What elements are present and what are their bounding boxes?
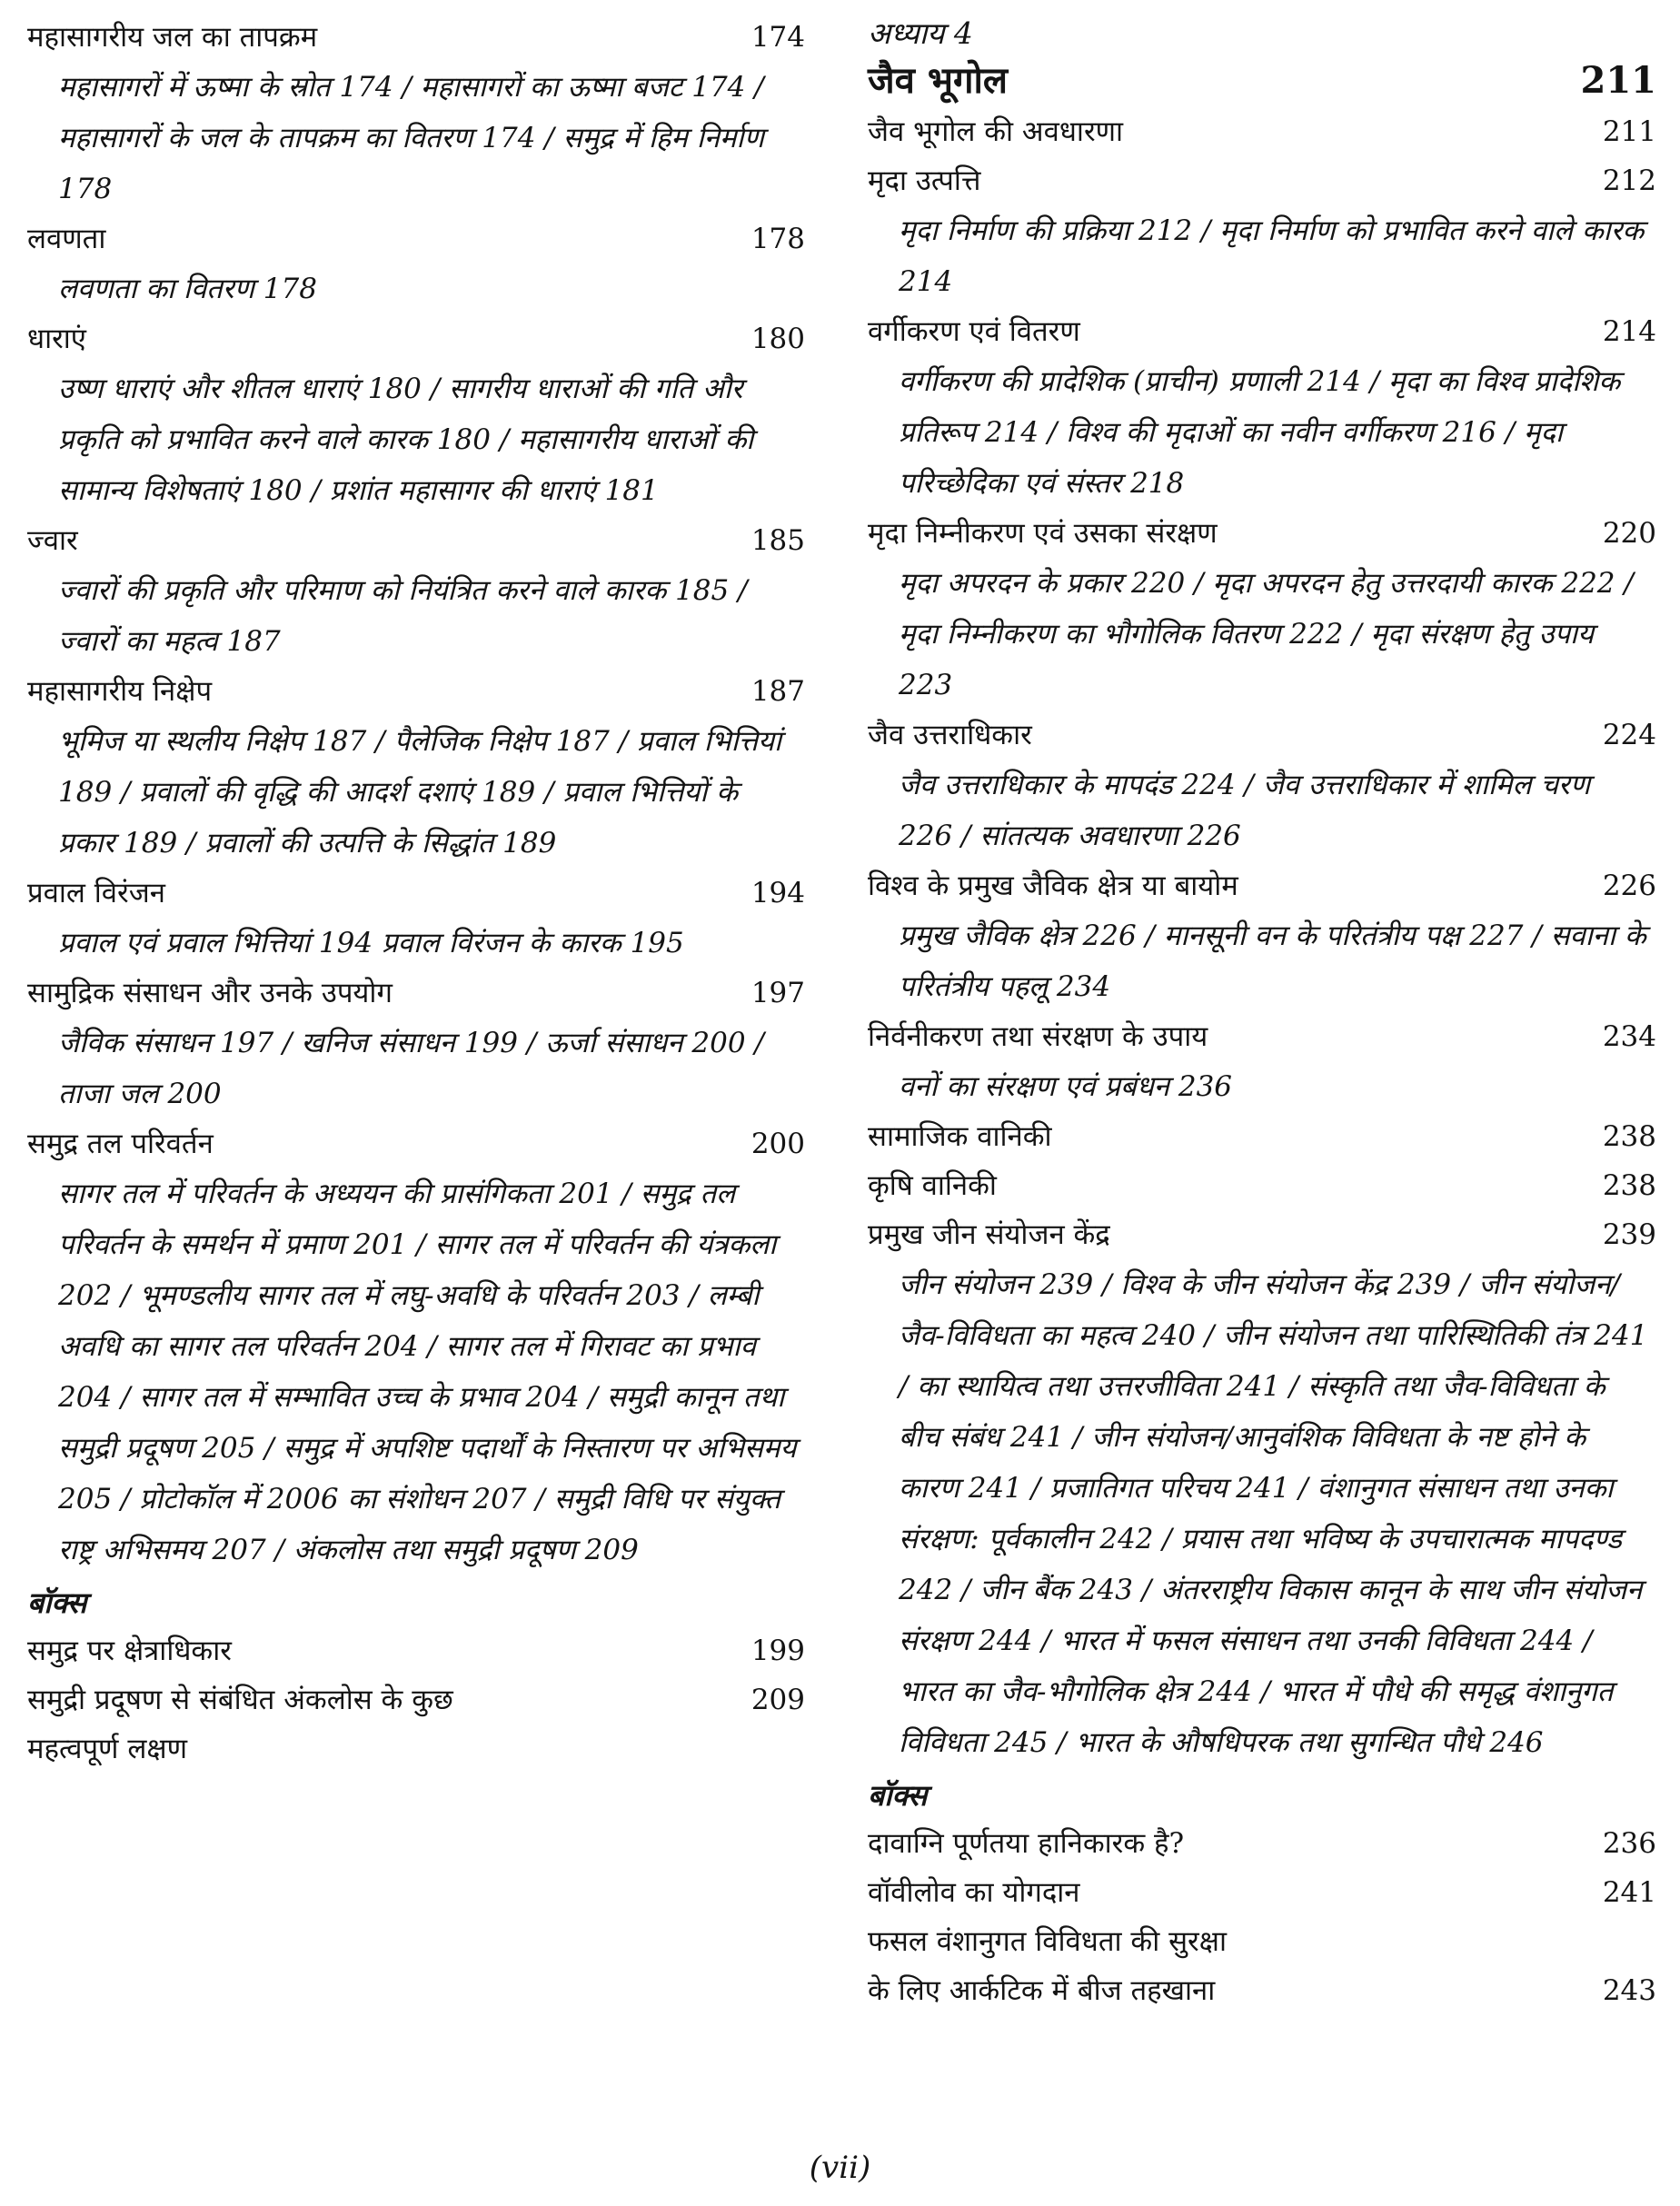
entry-title: मृदा उत्पत्ति xyxy=(868,164,981,197)
box-entry xyxy=(27,1626,805,1675)
box-title: महत्वपूर्ण लक्षण xyxy=(27,1733,187,1765)
toc-entry xyxy=(27,969,805,1119)
toc-entry xyxy=(868,1012,1656,1112)
entry-subtopics: सागर तल में परिवर्तन के अध्ययन की प्रासंगिकता 201 / समुद्र तल परिवर्तन के समर्थन में प्रमाण 201 / सागर तल में परिवर्तन की यंत्रकला 202 / भूमण्डलीय सागर तल में लघु-अवधि के परिवर्तन 203 / लम्बी अवधि का सागर तल परिवर्तन 204 / सागर तल में गिरावट का प्रभाव 204 / सागर तल में सम्भावित उच्च के प्रभाव 204 / समुद्री कानून तथा समुद्री प्रदूषण 205 / समुद्र में अपशिष्ट पदार्थों के निस्तारण पर अभिसमय 205 / प्रोटोकॉल में 2006 का संशोधन 207 / समुद्री विधि पर संयुक्त राष्ट्र अभिसमय 207 / अंकलोस तथा समुद्री प्रदूषण 209 xyxy=(58,1178,797,1566)
right-column xyxy=(868,13,1656,2015)
toc-entry xyxy=(27,214,805,314)
entry-subtopics: लवणता का वितरण 178 xyxy=(58,273,317,305)
entry-subtopics: जैविक संसाधन 197 / खनिज संसाधन 199 / ऊर्जा संसाधन 200 / ताजा जल 200 xyxy=(58,1027,764,1110)
entry-subtopics: प्रमुख जैविक क्षेत्र 226 / मानसूनी वन के परितंत्रीय पक्ष 227 / सवाना के परितंत्रीय पहलू 234 xyxy=(899,919,1646,1003)
entry-title: समुद्र तल परिवर्तन xyxy=(27,1128,214,1160)
entry-title: प्रमुख जीन संयोजन केंद्र xyxy=(868,1218,1110,1251)
entry-page: 234 xyxy=(1602,1020,1656,1053)
chapter-label: अध्याय 4 xyxy=(868,15,973,51)
entry-title: लवणता xyxy=(27,223,106,255)
entry-subtopics: वनों का संरक्षण एवं प्रबंधन 236 xyxy=(899,1070,1233,1103)
box-page: 209 xyxy=(751,1684,805,1716)
entry-subtopics: मृदा निर्माण की प्रक्रिया 212 / मृदा निर्माण को प्रभावित करने वाले कारक 214 xyxy=(899,214,1645,298)
toc-entry xyxy=(27,13,805,214)
entry-title: मृदा निम्नीकरण एवं उसका संरक्षण xyxy=(868,517,1218,550)
box-section-heading: बॉक्स xyxy=(27,1585,87,1620)
box-title: के लिए आर्कटिक में बीज तहखाना xyxy=(868,1974,1216,2007)
toc-entry xyxy=(868,307,1656,509)
box-entry xyxy=(868,1917,1656,1966)
box-title: फसल वंशानुगत विविधता की सुरक्षा xyxy=(868,1925,1227,1958)
box-entry xyxy=(27,1724,805,1774)
box-section-heading: बॉक्स xyxy=(868,1778,928,1813)
box-title: वॉवीलोव का योगदान xyxy=(868,1876,1080,1909)
entry-subtopics: मृदा अपरदन के प्रकार 220 / मृदा अपरदन हेतु उत्तरदायी कारक 222 / मृदा निम्नीकरण का भौगोलिक वितरण 222 / मृदा संरक्षण हेतु उपाय 223 xyxy=(899,567,1634,701)
toc-entry xyxy=(868,509,1656,710)
entry-title: जैव उत्तराधिकार xyxy=(868,719,1032,751)
entry-subtopics: वर्गीकरण की प्रादेशिक (प्राचीन) प्रणाली 214 / मृदा का विश्व प्रादेशिक प्रतिरूप 214 / विश्व की मृदाओं का नवीन वर्गीकरण 216 / मृदा परिच्छेदिका एवं संस्तर 218 xyxy=(899,365,1621,500)
entry-subtopics: ज्वारों की प्रकृति और परिमाण को नियंत्रित करने वाले कारक 185 / ज्वारों का महत्व 187 xyxy=(58,574,748,658)
entry-page: 220 xyxy=(1602,517,1656,550)
entry-title: सामाजिक वानिकी xyxy=(868,1120,1052,1153)
entry-page: 178 xyxy=(751,223,805,255)
entry-subtopics: उष्ण धाराएं और शीतल धाराएं 180 / सागरीय धाराओं की गति और प्रकृति को प्रभावित करने वाले कारक 180 / महासागरीय धाराओं की सामान्य विशेषताएं 180 / प्रशांत महासागर की धाराएं 181 xyxy=(58,373,754,507)
box-page: 243 xyxy=(1602,1974,1656,2007)
entry-page: 238 xyxy=(1602,1120,1656,1153)
entry-page: 224 xyxy=(1602,719,1656,751)
entry-subtopics: जैव उत्तराधिकार के मापदंड 224 / जैव उत्तराधिकार में शामिल चरण 226 / सांतत्यक अवधारणा 226 xyxy=(899,769,1591,852)
entry-title: महासागरीय निक्षेप xyxy=(27,675,213,708)
box-entry xyxy=(868,1868,1656,1917)
box-title: समुद्र पर क्षेत्राधिकार xyxy=(27,1635,232,1667)
entry-title: महासागरीय जल का तापक्रम xyxy=(27,21,318,54)
page-number: (vii) xyxy=(809,2150,871,2186)
entry-page: 239 xyxy=(1602,1218,1656,1251)
entry-page: 212 xyxy=(1602,164,1656,197)
entry-title: जैव भूगोल की अवधारणा xyxy=(868,115,1124,148)
chapter-page: 211 xyxy=(1580,59,1656,102)
toc-entry xyxy=(27,1119,805,1575)
toc-entry xyxy=(27,314,805,516)
entry-page: 197 xyxy=(751,977,805,1009)
toc-entry xyxy=(27,516,805,667)
entry-subtopics: प्रवाल एवं प्रवाल भित्तियां 194 प्रवाल विरंजन के कारक 195 xyxy=(58,927,684,959)
entry-title: कृषि वानिकी xyxy=(868,1169,997,1202)
toc-entry xyxy=(868,1161,1656,1210)
toc-entry xyxy=(868,1210,1656,1768)
entry-page: 238 xyxy=(1602,1169,1656,1202)
entry-subtopics: भूमिज या स्थलीय निक्षेप 187 / पैलेजिक निक्षेप 187 / प्रवाल भित्तियां 189 / प्रवालों की वृद्धि की आदर्श दशाएं 189 / प्रवाल भित्तियों के प्रकार 189 / प्रवालों की उत्पत्ति के सिद्धांत 189 xyxy=(58,725,782,860)
entry-title: प्रवाल विरंजन xyxy=(27,877,165,909)
toc-entry xyxy=(868,107,1656,156)
box-entry xyxy=(27,1675,805,1724)
toc-entry xyxy=(27,869,805,969)
entry-title: निर्वनीकरण तथा संरक्षण के उपाय xyxy=(868,1020,1208,1053)
entry-page: 174 xyxy=(751,21,805,54)
entry-page: 200 xyxy=(751,1128,805,1160)
entry-title: धाराएं xyxy=(27,323,86,355)
box-page: 199 xyxy=(751,1635,805,1667)
entry-page: 185 xyxy=(751,524,805,557)
box-title: समुद्री प्रदूषण से संबंधित अंकलोस के कुछ xyxy=(27,1684,453,1716)
entry-page: 187 xyxy=(751,675,805,708)
box-page: 236 xyxy=(1602,1827,1656,1860)
entry-page: 226 xyxy=(1602,869,1656,902)
entry-title: ज्वार xyxy=(27,524,78,557)
entry-page: 194 xyxy=(751,877,805,909)
entry-subtopics: जीन संयोजन 239 / विश्व के जीन संयोजन केंद्र 239 / जीन संयोजन/जैव-विविधता का महत्व 240 / जीन संयोजन तथा पारिस्थितिकी तंत्र 241 / का स्थायित्व तथा उत्तरजीविता 241 / संस्कृति तथा जैव-विविधता के बीच संबंध 241 / जीन संयोजन/आनुवंशिक विविधता के नष्ट होने के कारण 241 / प्रजातिगत परिचय 241 / वंशानुगत संसाधन तथा उनका संरक्षण: पूर्वकालीन 242 / प्रयास तथा भविष्य के उपचारात्मक मापदण्ड 242 / जीन बैंक 243 / अंतरराष्ट्रीय विकास कानून के साथ जीन संयोजन संरक्षण 244 / भारत में फसल संसाधन तथा उनकी विविधता 244 / भारत का जैव-भौगोलिक क्षेत्र 244 / भारत में पौधे की समृद्ध वंशानुगत विविधता 245 / भारत के औषधिपरक तथा सुगन्धित पौधे 246 xyxy=(899,1268,1648,1759)
chapter-title: जैव भूगोल xyxy=(868,59,1008,102)
entry-title: सामुद्रिक संसाधन और उनके उपयोग xyxy=(27,977,393,1009)
chapter-heading xyxy=(868,55,1656,107)
entry-subtopics: महासागरों में ऊष्मा के स्रोत 174 / महासागरों का ऊष्मा बजट 174 / महासागरों के जल के तापक्रम का वितरण 174 / समुद्र में हिम निर्माण 178 xyxy=(58,71,764,205)
box-entry xyxy=(868,1819,1656,1868)
entry-page: 214 xyxy=(1602,315,1656,348)
entry-page: 211 xyxy=(1602,115,1656,148)
entry-page: 180 xyxy=(751,323,805,355)
toc-entry xyxy=(868,710,1656,861)
left-column xyxy=(27,13,805,1774)
entry-title: विश्व के प्रमुख जैविक क्षेत्र या बायोम xyxy=(868,869,1238,902)
box-entry xyxy=(868,1966,1656,2015)
toc-entry xyxy=(27,667,805,869)
toc-entry xyxy=(868,156,1656,307)
box-page: 241 xyxy=(1602,1876,1656,1909)
box-title: दावाग्नि पूर्णतया हानिकारक है? xyxy=(868,1827,1185,1860)
entry-title: वर्गीकरण एवं वितरण xyxy=(868,315,1080,348)
toc-entry xyxy=(868,861,1656,1012)
toc-entry xyxy=(868,1112,1656,1161)
